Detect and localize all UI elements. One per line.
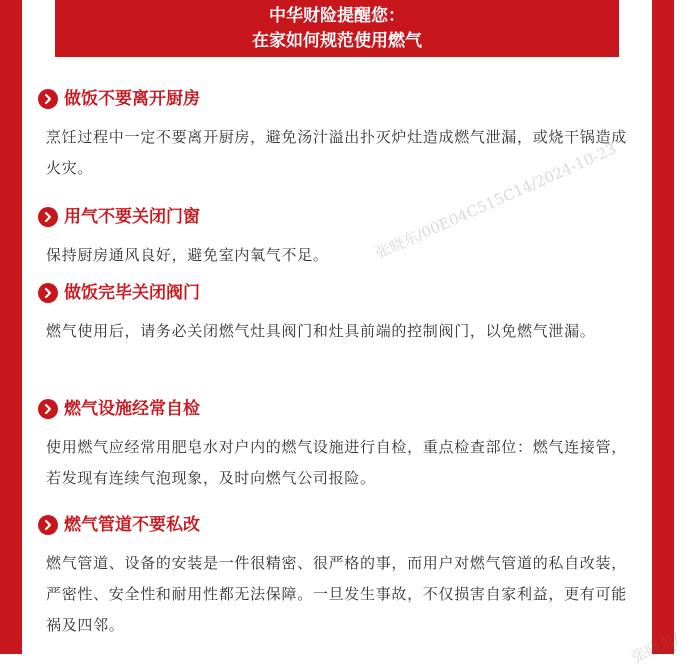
user-watermark: 张晓东/00E04C515C14/2024-10-23: [372, 139, 619, 263]
tip-title-row: [38, 396, 638, 422]
tip-title: 用气不要关闭门窗: [64, 207, 200, 227]
chevron-right-icon: [38, 515, 58, 535]
tip-body: 使用燃气应经常用肥皂水对户内的燃气设施进行自检，重点检查部位：燃气连接管，若发现有连续气泡现象，及时向燃气公司报险。: [46, 438, 627, 487]
tip-title-row: [38, 512, 638, 538]
tip-section-1: [38, 86, 638, 204]
tip-section-2: [38, 204, 638, 280]
tip-title: 做饭不要离开厨房: [64, 89, 200, 109]
page-header: [55, 0, 619, 57]
tip-body: 燃气管道、设备的安装是一件很精密、很严格的事，而用户对燃气管道的私自改装，严密性、安全性和耐用性都无法保障。一旦发生事故，不仅损害自家利益，更有可能祸及四邻。: [46, 554, 627, 634]
tip-title-row: [38, 86, 638, 112]
chevron-right-icon: [38, 207, 58, 227]
chevron-right-icon: [38, 283, 58, 303]
tip-section-3: [38, 280, 638, 396]
tip-body: 烹饪过程中一定不要离开厨房，避免汤汁溢出扑灭炉灶造成燃气泄漏，或烧干锅造成火灾。: [46, 128, 627, 177]
tip-body: 燃气使用后，请务必关闭燃气灶具阀门和灶具前端的控制阀门，以免燃气泄漏。: [46, 322, 596, 340]
tip-title-row: [38, 280, 638, 306]
header-line-1: 中华财险提醒您：: [269, 6, 405, 26]
tip-title: 燃气设施经常自检: [64, 399, 200, 419]
tips-list: [38, 86, 638, 662]
tip-title: 做饭完毕关闭阀门: [64, 283, 200, 303]
chevron-right-icon: [38, 399, 58, 419]
tip-body: 保持厨房通风良好，避免室内氧气不足。: [46, 246, 329, 264]
chevron-right-icon: [38, 89, 58, 109]
tip-section-4: [38, 396, 638, 512]
tip-title: 燃气管道不要私改: [64, 515, 200, 535]
tip-section-5: [38, 512, 638, 662]
tip-title-row: [38, 204, 638, 230]
header-line-2: 在家如何规范使用燃气: [252, 31, 422, 51]
corner-watermark: 张晓东/: [628, 629, 682, 667]
